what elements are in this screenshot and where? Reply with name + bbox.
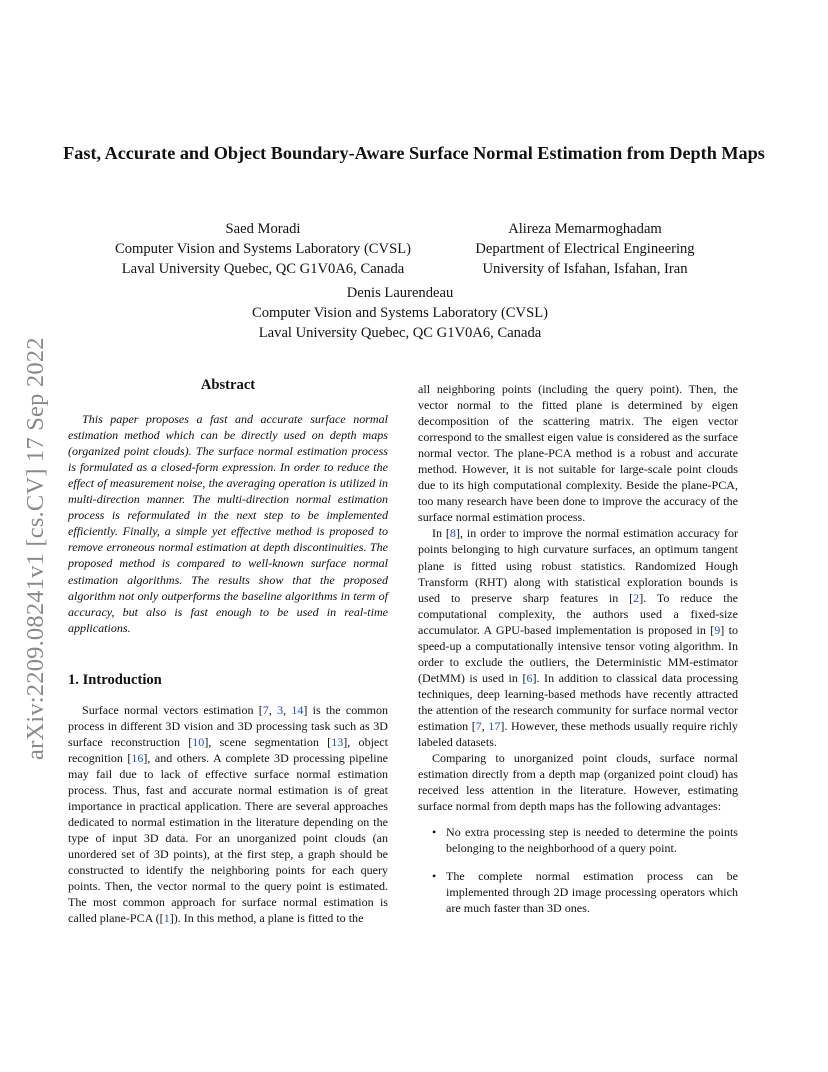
author-name: Saed Moradi: [225, 221, 301, 237]
citation-link[interactable]: 6: [526, 670, 533, 685]
author-block-1: [88, 219, 438, 279]
citation-link[interactable]: 1: [163, 911, 170, 926]
section-heading-introduction: 1. Introduction: [68, 671, 162, 688]
citation-link[interactable]: 7: [475, 718, 482, 733]
body-paragraph: Comparing to unorganized point clouds, surface normal estimation directly from a depth map (organized point cloud) has received less attention in the literature. However, estimating surface normal from depth maps has the following advantages:: [418, 751, 738, 814]
list-item: • The complete normal estimation process can be implemented through 2D image processing operators which are much faster than 3D ones.: [432, 869, 738, 916]
body-paragraph: In [8], in order to improve the normal estimation accuracy for points belonging to high curvature surfaces, an optimum tangent plane is fitted using robust statistics. Randomized Hough Transform (RHT) along with statistical exploration bounds is used to preserve sharp features in [2]. To reduce the computational complexity, the authors used a fixed-size accumulator. A GPU-based implementation is proposed in [9] to speed-up a computationally intensive tensor voting algorithm. In order to exclude the outliers, the Deterministic MM-estimator (DetMM) is used in [6]. In addition to classical data processing techniques, deep learning-based methods have recently attracted the attention of the research community for surface normal vector estimation [7, 17]. However, these methods usually require richly labeled datasets.: [418, 526, 739, 750]
arxiv-identifier: arXiv:2209.08241v1 [cs.CV] 17 Sep 2022: [22, 337, 49, 760]
list-item: • No extra processing step is needed to determine the points belonging to the neighborhood of a query point.: [432, 825, 738, 856]
author-block-2: [440, 219, 730, 279]
author-name: Alireza Memarmoghadam: [508, 221, 662, 237]
body-paragraph: all neighboring points (including the query point). Then, the vector normal to the fitted plane is determined by eigen decomposition of the scattering matrix. The eigen vector correspond to the smallest eigen value is considered as the surface normal vector. The plane-PCA method is a robust and accurate method. However, it is not suitable for large-scale point clouds due to its high computational complexity. Beside the plane-PCA, too many research have been done to improve the accuracy of the surface normal estimation process.: [418, 382, 738, 525]
author-affiliation: University of Isfahan, Isfahan, Iran: [482, 261, 688, 277]
paper-title: Fast, Accurate and Object Boundary-Aware Surface Normal Estimation from Depth Maps: [63, 143, 765, 163]
author-affiliation: Laval University Quebec, QC G1V0A6, Canada: [121, 261, 405, 277]
citation-link[interactable]: 3: [277, 702, 284, 717]
citation-link[interactable]: 16: [131, 750, 144, 765]
left-column: [68, 377, 388, 926]
right-column: [418, 381, 738, 929]
abstract-text: This paper proposes a fast and accurate surface normal estimation method which can be directly used on depth maps (organized point clouds). The surface normal estimation process is formulated as a closed-form expression. In order to reduce the effect of measurement noise, the averaging operation is utilized in multi-direction manner. The multi-direction normal estimation process is reformulated in the next step to be implemented efficiently. Finally, a simple yet effective method is proposed to remove erroneous normal estimation at depth discontinuities. The proposed method is compared to well-known surface normal estimation algorithms. The results show that the proposed algorithm not only outperforms the baseline algorithms in term of accuracy, but also is fast enough to be used in real-time applications.: [68, 412, 388, 635]
abstract-heading: Abstract: [200, 377, 256, 393]
author-name: Denis Laurendeau: [346, 285, 454, 301]
advantages-list: [418, 824, 738, 916]
author-affiliation: Computer Vision and Systems Laboratory (CVSL): [252, 305, 548, 321]
bullet-marker: •: [432, 869, 437, 884]
author-affiliation: Computer Vision and Systems Laboratory (CVSL): [115, 241, 411, 257]
citation-link[interactable]: 13: [331, 734, 344, 749]
citation-link[interactable]: 9: [714, 622, 721, 637]
bullet-marker: •: [432, 825, 437, 840]
citation-link[interactable]: 8: [449, 526, 456, 541]
author-affiliation: Department of Electrical Engineering: [475, 241, 695, 257]
citation-link[interactable]: 7: [262, 702, 269, 717]
citation-link[interactable]: 2: [633, 590, 640, 605]
citation-link[interactable]: 17: [488, 718, 501, 733]
citation-link[interactable]: 14: [291, 702, 304, 717]
author-affiliation: Laval University Quebec, QC G1V0A6, Canada: [258, 325, 542, 341]
intro-paragraph: Surface normal vectors estimation [7, 3, 14] is the common process in different 3D vision and 3D processing task such as 3D surface reconstruction [10], scene segmentation [13], object recognition [16], and others. A complete 3D processing pipeline may fail due to lack of effective surface normal estimation process. Thus, fast and accurate normal estimation is of great importance in practical application. There are several approaches dedicated to normal estimation in the literature depending on the type of input 3D data. For an unorganized point clouds (an unordered set of 3D points), at the first step, a graph should be constructed to identify the neighboring points for each query points. Then, the vector normal to the query point is estimated. The most common approach for surface normal estimation is called plane-PCA ([1]). In this method, a plane is fitted to the: [68, 702, 389, 926]
citation-link[interactable]: 10: [192, 734, 205, 749]
author-block-3: [200, 283, 600, 343]
